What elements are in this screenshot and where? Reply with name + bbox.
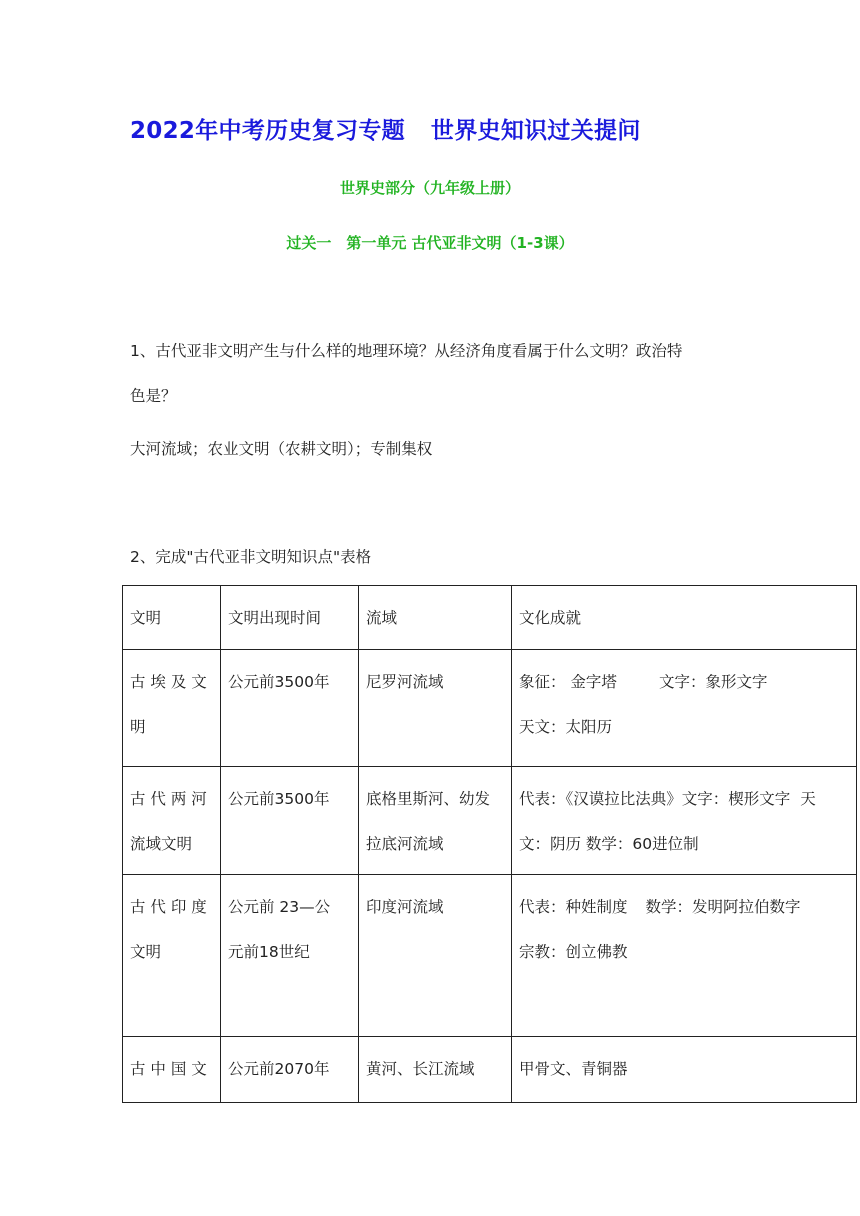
civilization-table <box>122 585 857 1103</box>
cell-culture <box>512 1037 857 1103</box>
culture-item: 天 <box>800 790 816 808</box>
cell-civilization <box>123 767 221 875</box>
cell-line: 底格里斯河、幼发 <box>366 790 491 808</box>
culture-item: 代表：种姓制度 <box>519 898 628 916</box>
cell-line: 古 代 两 河 <box>130 790 207 808</box>
culture-item: 数学：发明阿拉伯数字 <box>645 898 801 916</box>
cell-river <box>359 1037 512 1103</box>
subtitle-text: 世界史部分（九年级上册） <box>339 179 520 197</box>
header-culture: 文化成就 <box>512 586 857 650</box>
cell-civilization <box>123 650 221 767</box>
cell-line: 古 中 国 文 <box>130 1060 207 1078</box>
cell-time <box>221 650 359 767</box>
title-part1: 2022年中考历史复习专题 <box>130 118 405 144</box>
cell-line: 公元前3500年 <box>228 673 330 691</box>
question-1-line-1: 1、古代亚非文明产生与什么样的地理环境？从经济角度看属于什么文明？政治特 <box>130 342 683 360</box>
header-time: 文明出现时间 <box>221 586 359 650</box>
cell-river <box>359 875 512 1037</box>
cell-line: 元前18世纪 <box>228 943 310 961</box>
table-row <box>123 1037 857 1103</box>
table-header-row <box>123 586 857 650</box>
question-1-answer: 大河流域；农业文明（农耕文明）；专制集权 <box>130 440 433 458</box>
table-row <box>123 767 857 875</box>
cell-culture <box>512 767 857 875</box>
question-2: 2、完成"古代亚非文明知识点"表格 <box>130 548 372 566</box>
cell-line: 公元前3500年 <box>228 790 330 808</box>
unit-subtitle <box>0 232 860 253</box>
question-1-line-2: 色是？ <box>130 387 177 405</box>
cell-line: 公元前 23—公 <box>228 898 331 916</box>
title-part2: 世界史知识过关提问 <box>430 118 641 144</box>
header-river: 流域 <box>359 586 512 650</box>
cell-river <box>359 767 512 875</box>
cell-line <box>519 777 849 822</box>
cell-culture <box>512 875 857 1037</box>
culture-item: 象征： 金字塔 <box>519 673 617 691</box>
cell-line: 宗教：创立佛教 <box>519 943 628 961</box>
cell-line <box>519 660 849 705</box>
cell-line: 明 <box>130 718 146 736</box>
cell-line: 尼罗河流域 <box>366 673 444 691</box>
section-subtitle <box>0 177 860 198</box>
cell-line: 公元前2070年 <box>228 1060 330 1078</box>
cell-line: 天文：太阳历 <box>519 718 613 736</box>
cell-line: 流域文明 <box>130 835 193 853</box>
cell-line: 甲骨文、青铜器 <box>519 1060 628 1078</box>
cell-line: 古 埃 及 文 <box>130 673 207 691</box>
cell-line: 古 代 印 度 <box>130 898 207 916</box>
cell-time <box>221 1037 359 1103</box>
table-row <box>123 875 857 1037</box>
cell-line: 拉底河流域 <box>366 835 444 853</box>
cell-civilization <box>123 875 221 1037</box>
cell-line: 黄河、长江流域 <box>366 1060 475 1078</box>
culture-item: 文字：象形文字 <box>658 673 768 691</box>
cell-time <box>221 875 359 1037</box>
cell-river <box>359 650 512 767</box>
document-title <box>130 112 641 145</box>
culture-item: 代表：《汉谟拉比法典》文字：楔形文字 <box>519 790 791 808</box>
cell-line: 印度河流域 <box>366 898 444 916</box>
cell-time <box>221 767 359 875</box>
header-civilization: 文明 <box>123 586 221 650</box>
cell-civilization <box>123 1037 221 1103</box>
cell-line: 文明 <box>130 943 162 961</box>
cell-line <box>519 885 849 930</box>
unit-subtitle-text: 过关一 第一单元 古代亚非文明（1-3课） <box>286 234 574 252</box>
cell-culture <box>512 650 857 767</box>
table-row <box>123 650 857 767</box>
cell-line: 文：阴历 数学：60进位制 <box>519 835 699 853</box>
